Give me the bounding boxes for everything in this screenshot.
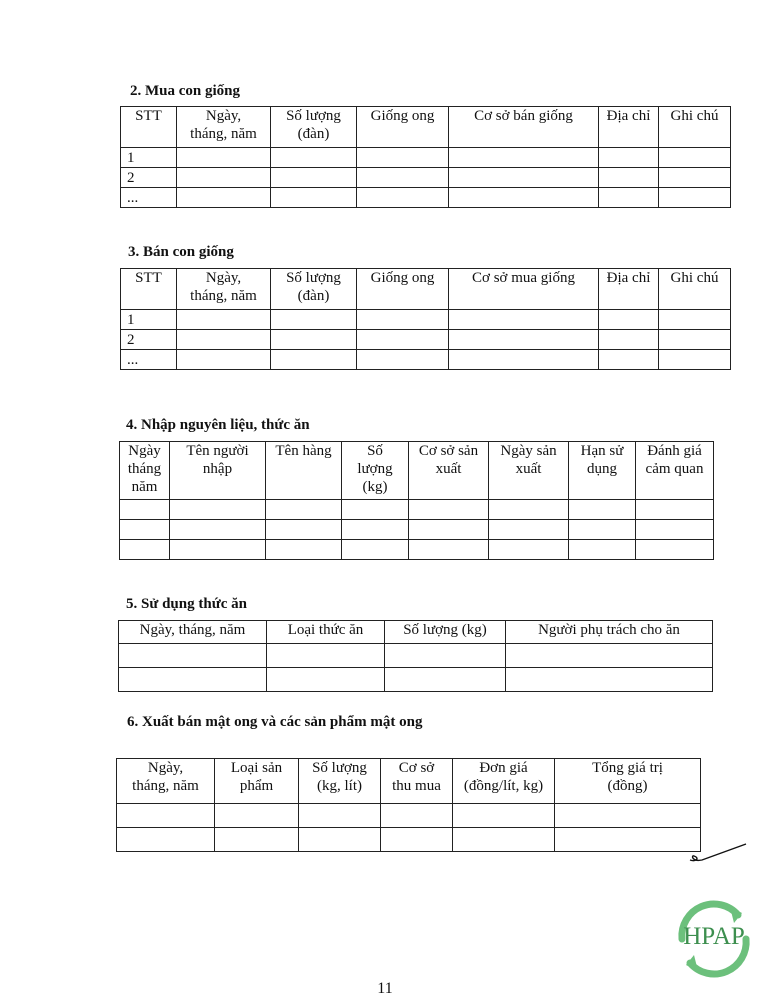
- column-header: Ngày, tháng, năm: [119, 621, 267, 644]
- table-row: [121, 330, 731, 350]
- table-cell: [342, 500, 409, 520]
- table-row: [121, 148, 731, 168]
- table-cell: [266, 520, 342, 540]
- column-header: Ngày sản xuất: [489, 442, 569, 500]
- column-header: Loại sản phẩm: [215, 759, 299, 804]
- signature-mark: [688, 838, 750, 866]
- table-row: [121, 350, 731, 370]
- table-row: [120, 540, 714, 560]
- table-cell: [506, 644, 713, 668]
- table-cell: [599, 188, 659, 208]
- table-cell: [357, 330, 449, 350]
- table-cell: [449, 188, 599, 208]
- table-cell: [177, 330, 271, 350]
- table-cell: [381, 804, 453, 828]
- table-cell: [636, 520, 714, 540]
- table-cell: [569, 500, 636, 520]
- table-cell: [271, 350, 357, 370]
- table-import-materials: [119, 441, 714, 560]
- column-header: Tên hàng: [266, 442, 342, 500]
- table-sell-breeds: [120, 268, 731, 370]
- table-cell: [177, 148, 271, 168]
- table-cell: [636, 540, 714, 560]
- table-cell: [409, 520, 489, 540]
- table-row: [120, 500, 714, 520]
- table-cell: [555, 804, 701, 828]
- section-heading: 4. Nhập nguyên liệu, thức ăn: [126, 417, 310, 433]
- column-header: Ghi chú: [659, 269, 731, 310]
- column-header: Người phụ trách cho ăn: [506, 621, 713, 644]
- table-cell: [449, 168, 599, 188]
- page-number: 11: [377, 980, 393, 997]
- table-cell: [215, 828, 299, 852]
- table-cell: [489, 520, 569, 540]
- column-header: Tổng giá trị (đồng): [555, 759, 701, 804]
- table-cell: [357, 188, 449, 208]
- table-cell: [489, 500, 569, 520]
- table-cell: [266, 540, 342, 560]
- table-cell: [170, 500, 266, 520]
- column-header: Cơ sở bán giống: [449, 107, 599, 148]
- table-cell: [267, 668, 385, 692]
- table-honey-sales: [116, 758, 701, 852]
- table-cell: [555, 828, 701, 852]
- table-cell: [599, 330, 659, 350]
- table-cell: [215, 804, 299, 828]
- table-cell: [119, 644, 267, 668]
- column-header: Địa chỉ: [599, 269, 659, 310]
- column-header: STT: [121, 269, 177, 310]
- column-header: Ngày tháng năm: [120, 442, 170, 500]
- table-cell: [489, 540, 569, 560]
- table-cell: [342, 540, 409, 560]
- column-header: Loại thức ăn: [267, 621, 385, 644]
- column-header: Hạn sử dụng: [569, 442, 636, 500]
- table-cell: [599, 350, 659, 370]
- table-cell: [449, 350, 599, 370]
- column-header: Ngày, tháng, năm: [117, 759, 215, 804]
- table-cell: [170, 520, 266, 540]
- table-cell: [385, 644, 506, 668]
- table-row: [121, 188, 731, 208]
- column-header: Cơ sở sản xuất: [409, 442, 489, 500]
- logo-text: HPAP: [683, 923, 745, 950]
- column-header: Số lượng (kg): [385, 621, 506, 644]
- table-cell: [659, 310, 731, 330]
- table-cell: [271, 188, 357, 208]
- table-cell: [177, 350, 271, 370]
- column-header: Đơn giá (đồng/lít, kg): [453, 759, 555, 804]
- table-cell: [342, 520, 409, 540]
- table-cell: [117, 828, 215, 852]
- table-cell: 1: [121, 148, 177, 168]
- section-heading: 2. Mua con giống: [130, 83, 241, 99]
- table-cell: [177, 310, 271, 330]
- table-cell: [659, 148, 731, 168]
- table-cell: ...: [121, 188, 177, 208]
- table-cell: [599, 148, 659, 168]
- table-cell: 1: [121, 310, 177, 330]
- column-header: Số lượng (kg): [342, 442, 409, 500]
- table-cell: [271, 168, 357, 188]
- section-heading: 3. Bán con giống: [128, 244, 234, 260]
- table-cell: [170, 540, 266, 560]
- table-cell: [177, 168, 271, 188]
- table-cell: [385, 668, 506, 692]
- table-cell: [409, 540, 489, 560]
- table-cell: [357, 310, 449, 330]
- table-row: [121, 310, 731, 330]
- hpap-logo: [668, 893, 760, 985]
- table-cell: [569, 540, 636, 560]
- table-cell: [599, 310, 659, 330]
- table-row: [120, 520, 714, 540]
- table-buy-breeds: [120, 106, 731, 208]
- table-cell: 2: [121, 168, 177, 188]
- column-header: Số lượng (kg, lít): [299, 759, 381, 804]
- table-cell: [120, 520, 170, 540]
- column-header: Địa chỉ: [599, 107, 659, 148]
- table-cell: [599, 168, 659, 188]
- table-cell: [299, 804, 381, 828]
- column-header: STT: [121, 107, 177, 148]
- table-cell: [177, 188, 271, 208]
- table-cell: [271, 310, 357, 330]
- table-row: [119, 644, 713, 668]
- section-heading: 6. Xuất bán mật ong và các sản phẩm mật ong: [127, 714, 423, 730]
- table-cell: [381, 828, 453, 852]
- table-cell: [449, 330, 599, 350]
- table-cell: [120, 540, 170, 560]
- table-row: [117, 804, 701, 828]
- table-cell: [357, 168, 449, 188]
- table-cell: [659, 350, 731, 370]
- column-header: Số lượng (đàn): [271, 107, 357, 148]
- table-feed-usage: [118, 620, 713, 692]
- table-cell: [119, 668, 267, 692]
- table-cell: [453, 804, 555, 828]
- section-heading: 5. Sử dụng thức ăn: [126, 596, 247, 612]
- table-cell: [266, 500, 342, 520]
- table-cell: [299, 828, 381, 852]
- table-cell: [636, 500, 714, 520]
- table-cell: [659, 330, 731, 350]
- table-cell: [357, 148, 449, 168]
- column-header: Số lượng (đàn): [271, 269, 357, 310]
- table-cell: [659, 188, 731, 208]
- table-cell: [449, 310, 599, 330]
- table-cell: [569, 520, 636, 540]
- table-cell: [267, 644, 385, 668]
- table-cell: [357, 350, 449, 370]
- column-header: Ghi chú: [659, 107, 731, 148]
- column-header: Ngày, tháng, năm: [177, 269, 271, 310]
- table-cell: [506, 668, 713, 692]
- column-header: Giống ong: [357, 107, 449, 148]
- table-cell: [449, 148, 599, 168]
- column-header: Đánh giá cảm quan: [636, 442, 714, 500]
- column-header: Ngày, tháng, năm: [177, 107, 271, 148]
- table-cell: ...: [121, 350, 177, 370]
- table-cell: [120, 500, 170, 520]
- table-cell: [117, 804, 215, 828]
- column-header: Cơ sở thu mua: [381, 759, 453, 804]
- column-header: Giống ong: [357, 269, 449, 310]
- table-cell: [271, 148, 357, 168]
- table-cell: [409, 500, 489, 520]
- table-cell: [659, 168, 731, 188]
- table-cell: 2: [121, 330, 177, 350]
- column-header: Cơ sở mua giống: [449, 269, 599, 310]
- table-row: [117, 828, 701, 852]
- table-row: [119, 668, 713, 692]
- table-cell: [453, 828, 555, 852]
- column-header: Tên người nhập: [170, 442, 266, 500]
- table-cell: [271, 330, 357, 350]
- table-row: [121, 168, 731, 188]
